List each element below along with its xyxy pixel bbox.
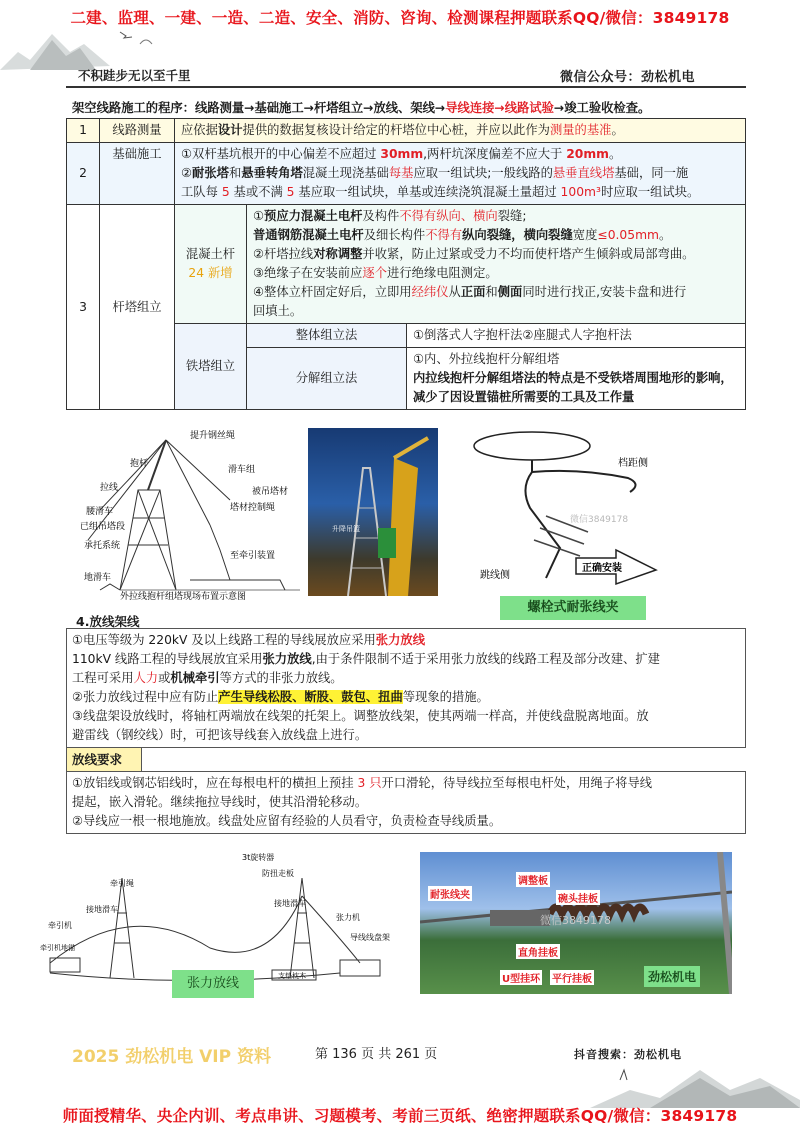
fig5-label: 耐张线夹 bbox=[428, 886, 472, 901]
clamp-title: 螺栓式耐张线夹 bbox=[500, 596, 646, 620]
fig1-label: 至牵引装置 bbox=[230, 551, 276, 561]
fig4-label: 接地滑车 bbox=[86, 905, 118, 914]
fig5-label: 调整板 bbox=[516, 872, 550, 887]
fig1-label: 滑车组 bbox=[228, 465, 256, 475]
fig5-label: 平行挂板 bbox=[550, 970, 594, 985]
fig4-label: 防扭走板 bbox=[262, 869, 294, 878]
watermark: 微信3849178 bbox=[540, 914, 611, 927]
fig4-label: 牵引机地锚 bbox=[40, 944, 75, 952]
fig5-label: 直角挂板 bbox=[516, 944, 560, 959]
section-title: 4.放线架线 bbox=[76, 614, 140, 629]
table-row: 铁塔组立 整体组立法 ①倒落式人字抱杆法②座腿式人字抱杆法 bbox=[67, 324, 746, 348]
fig4-label: 牵引绳 bbox=[110, 879, 134, 888]
fig4-label: 支垫枕木 bbox=[278, 972, 306, 980]
fig4-label: 接地滑车 bbox=[274, 899, 306, 908]
fig3-arrow-label: 正确安装 bbox=[582, 563, 622, 574]
fig3-label-bottom: 跳线侧 bbox=[480, 570, 510, 581]
overhead-line-table bbox=[66, 118, 746, 410]
fig1-label: 被吊塔材 bbox=[252, 487, 289, 497]
top-banner: 二建、监理、一建、一造、二造、安全、消防、咨询、检测课程押题联系QQ/微信：3849178 bbox=[70, 9, 730, 27]
fig1-label: 地滑车 bbox=[84, 573, 112, 583]
table-row: 1 线路测量 应依据设计提供的数据复核设计给定的杆塔位中心桩，并应以此作为测量的基准。 bbox=[67, 119, 746, 143]
construction-process: 架空线路施工的程序：线路测量→基础施工→杆塔组立→放线、架线→导线连接→线路试验→竣工验收检查。 bbox=[72, 101, 651, 115]
fig5-label: 碗头挂板 bbox=[556, 890, 600, 905]
fig1-label: 拉线 bbox=[100, 483, 119, 493]
fig4-label: 3t旋转器 bbox=[242, 853, 275, 862]
fig4-label: 牵引机 bbox=[48, 921, 72, 930]
motto: 不积跬步无以至千里 bbox=[78, 68, 191, 83]
fig1-label: 已组吊塔段 bbox=[80, 522, 126, 532]
fig1-label: 塔材控制绳 bbox=[230, 503, 276, 513]
fig1-label: 抱杆 bbox=[130, 459, 149, 469]
table-row: 2 基础施工 ①双杆基坑根开的中心偏差不应超过 30mm,两杆坑深度偏差不应大于 20mm。 ②耐张塔和悬垂转角塔混凝土现浇基础每基应取一组试块;一般线路的悬垂直线塔基础，同一施 工队每 5 基或不满 5 基应取一组试块，单基或连续浇筑混凝土量超过 100m³时应取一组试块。 bbox=[67, 143, 746, 205]
tiktok-search: 抖音搜索：劲松机电 bbox=[574, 1048, 682, 1061]
fig5-label: U型挂环 bbox=[500, 970, 542, 985]
fig4-label: 导线线盘架 bbox=[350, 933, 390, 942]
tower-erection-diagram bbox=[80, 430, 300, 600]
photo-tag: 升降吊篮 bbox=[332, 525, 360, 533]
table-row: 放线要求 bbox=[67, 748, 746, 772]
fig1-caption: 外拉线抱杆组塔现场布置示意图 bbox=[120, 592, 247, 600]
table-row: 分解组立法 ①内、外拉线抱杆分解组塔 内拉线抱杆分解组塔法的特点是不受铁塔周围地形的影响，减少了因设置锚桩所需要的工具及工作量 bbox=[67, 348, 746, 410]
bottom-banner: 师面授精华、央企内训、考点串讲、习题模考、考前三页纸、绝密押题联系QQ/微信：3849178 bbox=[62, 1107, 738, 1125]
insulator-hardware-photo bbox=[420, 852, 732, 994]
stringing-table bbox=[66, 628, 746, 834]
brand-tag: 劲松机电 bbox=[644, 966, 700, 987]
fig1-label: 承托系统 bbox=[84, 541, 121, 551]
vip-mark: 2025 劲松机电 VIP 资料 bbox=[72, 1047, 272, 1067]
fig3-label-top: 档距侧 bbox=[618, 458, 648, 469]
fig4-label: 张力机 bbox=[336, 913, 360, 922]
bolt-tension-clamp-diagram bbox=[460, 428, 690, 588]
table-row: ①放铝线或钢芯铝线时，应在每根电杆的横担上预挂 3 只开口滑轮，待导线拉至每根电杆处，用绳子将导线 提起，嵌入滑轮。继续拖拉导线时，使其沿滑轮移动。 ②导线应一根一根地施放。线盘处应留有经验的人员看守，负责检查导线质量。 bbox=[67, 772, 746, 834]
header-divider bbox=[66, 86, 746, 88]
wechat-account: 微信公众号：劲松机电 bbox=[560, 70, 696, 85]
mountain-decoration-top-left bbox=[0, 22, 170, 72]
tower-erection-photo bbox=[308, 428, 438, 596]
watermark: 微信3849178 bbox=[570, 515, 629, 525]
table-row: ①电压等级为 220kV 及以上线路工程的导线展放应采用张力放线 110kV 线路工程的导线展放宜采用张力放线,由于条件限制不适于采用张力放线的线路工程及部分改建、扩建 工程可采用人力或机械牵引等方式的非张力放线。 ②张力放线过程中应有防止产生导线松股、断股、鼓包、扭曲等现象的措施。 ③线盘架设放线时，将轴杠两端放在线架的托架上。调整放线架，使其两端一样高，并使线盘脱离地面。放 避雷线（钢绞线）时，可把该导线套入放线盘上进行。 bbox=[67, 629, 746, 748]
stringing-title: 张力放线 bbox=[172, 970, 254, 998]
fig1-label: 提升钢丝绳 bbox=[190, 431, 236, 441]
page-number: 第 136 页 共 261 页 bbox=[315, 1047, 438, 1062]
table-row: 3 杆塔组立 混凝土杆 24 新增 ①预应力混凝土电杆及构件不得有纵向、横向裂缝; 普通钢筋混凝土电杆及细长构件不得有纵向裂缝，横向裂缝宽度≤0.05mm。 ②杆塔拉线对称调整并收紧，防止过紧或受力不均而使杆塔产生倾斜或局部弯曲。 ③绝缘子在安装前应逐个进行绝缘电阻测定。 ④整体立杆固定好后，立即用经纬仪从正面和侧面同时进行找正,安装卡盘和进行 回填土。 bbox=[67, 205, 746, 324]
fig1-label: 腰滑车 bbox=[86, 507, 114, 517]
